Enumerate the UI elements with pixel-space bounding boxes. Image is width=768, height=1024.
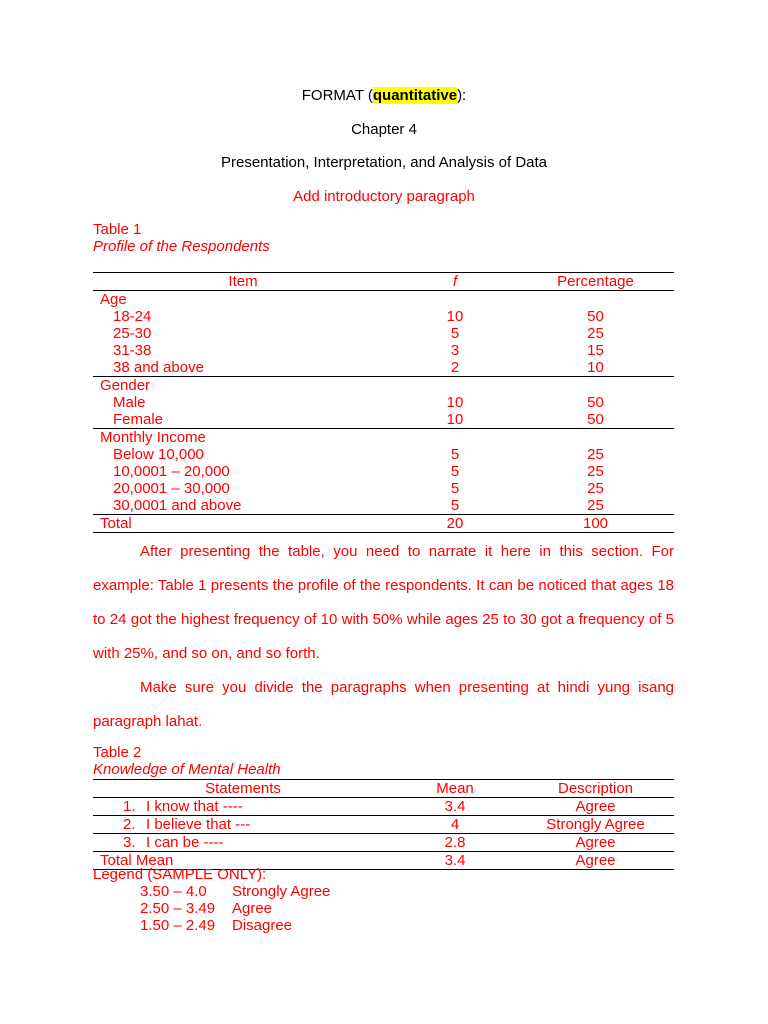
statement-number: 2. <box>123 816 136 833</box>
row-percentage: 25 <box>587 497 604 514</box>
format-highlight: quantitative <box>372 87 458 104</box>
legend-item <box>140 900 272 917</box>
table-row <box>93 446 674 463</box>
row-f: 5 <box>450 446 460 463</box>
table-row <box>93 308 674 325</box>
row-f: 2 <box>450 359 460 376</box>
table2-label: Table 2 <box>93 744 142 761</box>
table1-header-row <box>93 273 674 291</box>
row-percentage: 25 <box>587 480 604 497</box>
table-group-row <box>93 429 674 447</box>
table1-header-f: f <box>452 273 458 290</box>
table1-caption: Profile of the Respondents <box>93 238 270 255</box>
page-title: Presentation, Interpretation, and Analysis of Data <box>220 154 548 171</box>
format-suffix: ): <box>457 87 467 104</box>
row-percentage: 50 <box>587 394 604 411</box>
table-row <box>93 816 674 834</box>
total-percentage: 100 <box>582 515 609 532</box>
statement-text: I know that ---- <box>146 798 243 815</box>
row-item: Below 10,000 <box>113 446 204 463</box>
total-mean: 3.4 <box>444 852 466 869</box>
row-description: Strongly Agree <box>546 816 645 833</box>
format-prefix: FORMAT ( <box>301 87 373 104</box>
row-mean: 4 <box>450 816 460 833</box>
row-percentage: 15 <box>587 342 604 359</box>
chapter-heading: Chapter 4 <box>351 121 417 138</box>
row-mean: 3.4 <box>444 798 466 815</box>
row-percentage: 25 <box>587 446 604 463</box>
row-f: 10 <box>446 411 464 428</box>
table-group-row <box>93 377 674 395</box>
total-label: Total <box>100 515 132 532</box>
statement-number: 1. <box>123 798 136 815</box>
row-description: Agree <box>575 798 616 815</box>
table2-header-statements: Statements <box>205 780 281 797</box>
row-f: 10 <box>446 394 464 411</box>
row-f: 5 <box>450 480 460 497</box>
narration-paragraph: After presenting the table, you need to narrate it here in this section. For example: Table 1 presents the profile of the respondents. It can be noticed that ages 18 to 24 got the highest frequency of 10 with 50% while ages 25 to 30 got a frequency of 5 with 25%, and so on, and so forth. <box>93 543 674 662</box>
legend-item <box>140 883 330 900</box>
total-label: Total Mean <box>100 852 174 869</box>
table1-header-item: Item <box>228 273 258 290</box>
row-item: 30,0001 and above <box>113 497 242 514</box>
table2-header-row <box>93 780 674 798</box>
row-percentage: 50 <box>587 308 604 325</box>
row-item: 18-24 <box>113 308 152 325</box>
row-percentage: 50 <box>587 411 604 428</box>
row-f: 3 <box>450 342 460 359</box>
group-label: Monthly Income <box>100 429 206 446</box>
table-group-row <box>93 291 674 309</box>
row-percentage: 10 <box>587 359 604 376</box>
row-item: 31-38 <box>113 342 152 359</box>
row-percentage: 25 <box>587 325 604 342</box>
statement-text: I believe that --- <box>146 816 251 833</box>
group-label: Gender <box>100 377 151 394</box>
table2-header-description: Description <box>557 780 634 797</box>
format-line <box>0 87 768 104</box>
legend-description: Agree <box>232 900 273 917</box>
table-row <box>93 359 674 377</box>
table-row <box>93 834 674 852</box>
row-description: Agree <box>575 834 616 851</box>
row-item: 25-30 <box>113 325 152 342</box>
statement-number: 3. <box>123 834 136 851</box>
row-item: 10,0001 – 20,000 <box>113 463 230 480</box>
total-f: 20 <box>446 515 464 532</box>
legend-item <box>140 917 292 934</box>
table1-label: Table 1 <box>93 221 142 238</box>
row-item: Male <box>113 394 146 411</box>
row-item: Female <box>113 411 164 428</box>
row-mean: 2.8 <box>444 834 466 851</box>
legend-range: 3.50 – 4.0 <box>140 883 207 900</box>
table-row <box>93 480 674 497</box>
row-f: 5 <box>450 497 460 514</box>
statement-text: I can be ---- <box>146 834 224 851</box>
legend-title: Legend (SAMPLE ONLY): <box>93 866 267 883</box>
table-row <box>93 394 674 411</box>
row-f: 10 <box>446 308 464 325</box>
table-row <box>93 325 674 342</box>
row-item: 20,0001 – 30,000 <box>113 480 230 497</box>
group-label: Age <box>100 291 127 308</box>
table-row <box>93 411 674 429</box>
row-f: 5 <box>450 325 460 342</box>
intro-note: Add introductory paragraph <box>293 188 475 205</box>
table-row <box>93 463 674 480</box>
table1-total-row <box>93 515 674 533</box>
row-percentage: 25 <box>587 463 604 480</box>
row-f: 5 <box>450 463 460 480</box>
table2-header-mean: Mean <box>436 780 474 797</box>
table-row <box>93 798 674 816</box>
table2 <box>93 779 674 870</box>
row-item: 38 and above <box>113 359 204 376</box>
legend-range: 1.50 – 2.49 <box>140 917 216 934</box>
legend-range: 2.50 – 3.49 <box>140 900 216 917</box>
total-description: Agree <box>575 852 616 869</box>
legend-description: Strongly Agree <box>232 883 331 900</box>
legend-description: Disagree <box>232 917 293 934</box>
table1 <box>93 272 674 533</box>
table-row <box>93 497 674 515</box>
table-row <box>93 342 674 359</box>
note-paragraph: Make sure you divide the paragraphs when presenting at hindi yung isang paragraph lahat. <box>93 679 674 730</box>
table1-header-percentage: Percentage <box>557 273 634 290</box>
table2-caption: Knowledge of Mental Health <box>93 761 281 778</box>
